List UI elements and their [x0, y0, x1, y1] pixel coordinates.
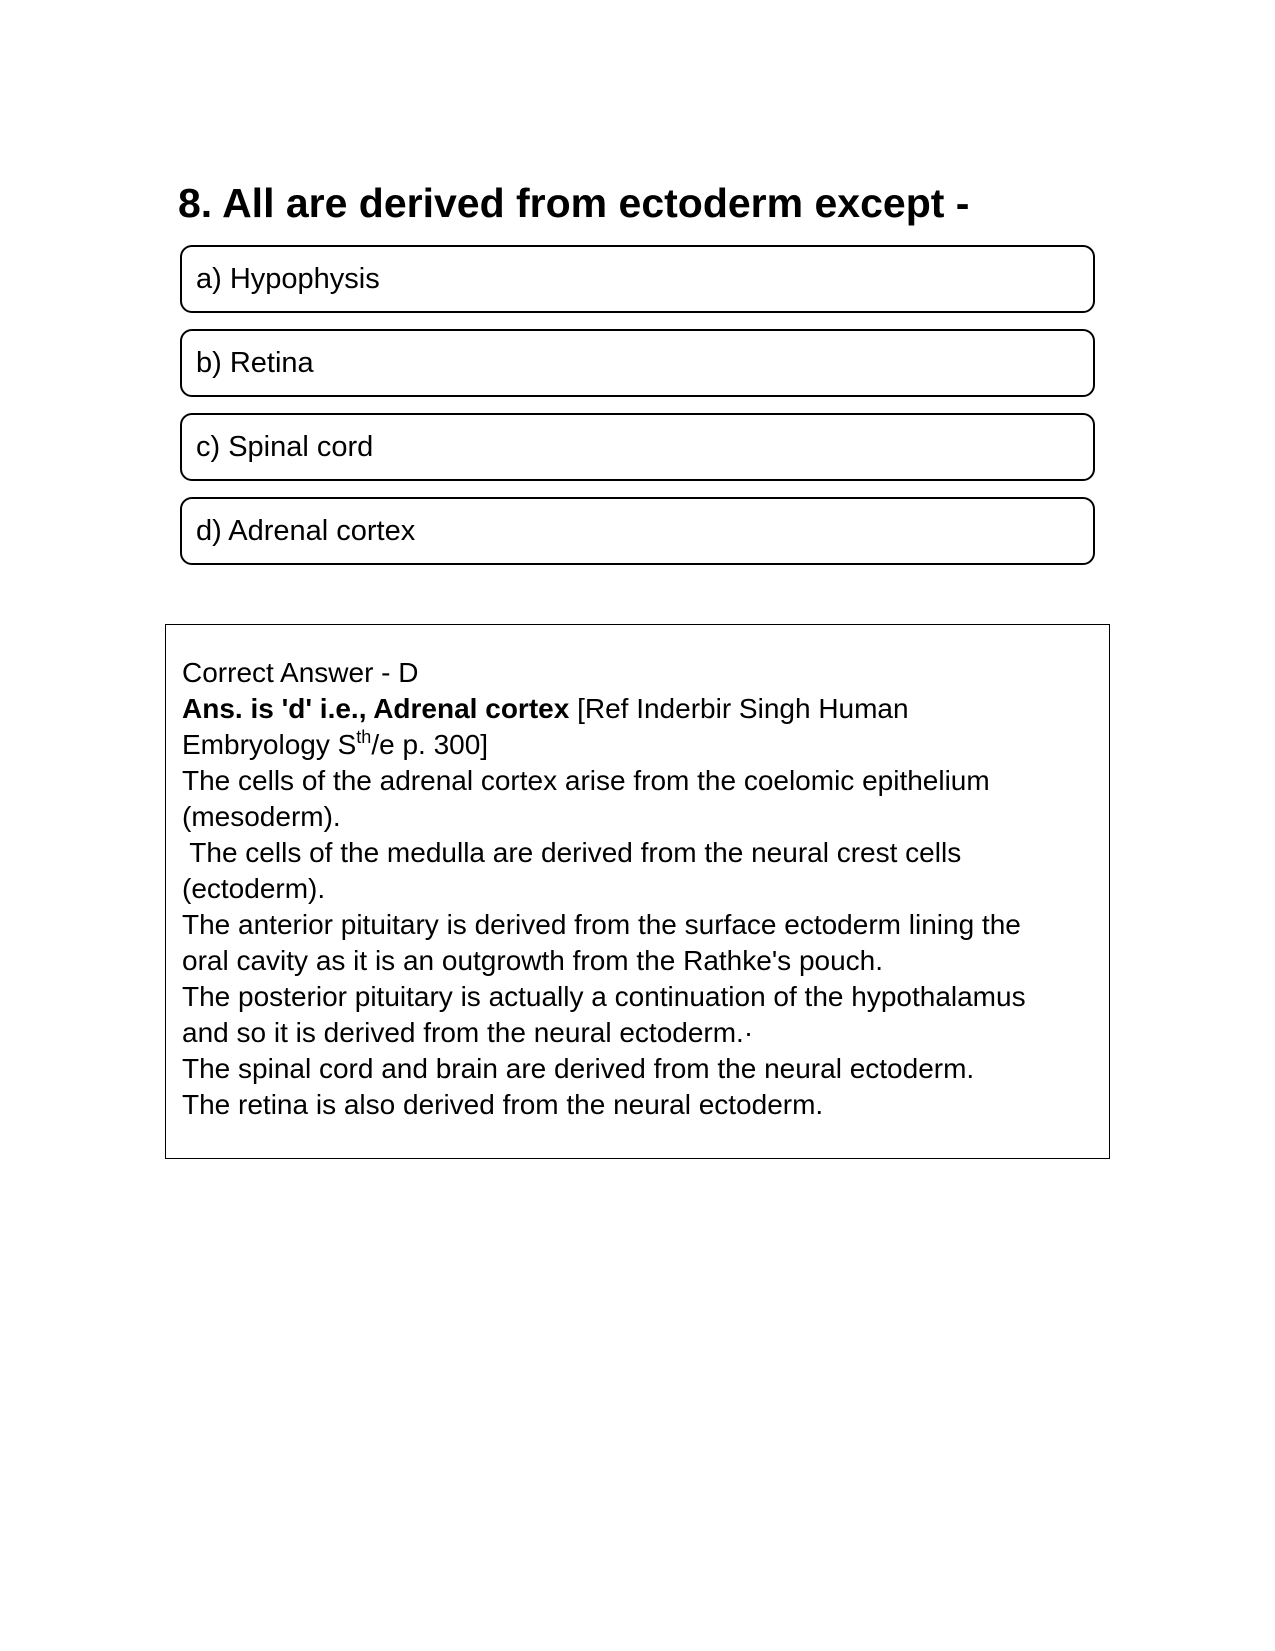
explanation-line: (ectoderm). [182, 873, 326, 904]
explanation-line: The spinal cord and brain are derived from the neural ectoderm. [182, 1053, 975, 1084]
option-c[interactable]: c) Spinal cord [180, 413, 1095, 481]
answer-explanation-box [165, 624, 1110, 1159]
answer-reference-line-2 [182, 727, 1093, 763]
explanation-line: and so it is derived from the neural ectoderm.· [182, 1017, 754, 1048]
correct-answer-text: Correct Answer - D [182, 657, 419, 688]
answer-bold-text: Ans. is 'd' i.e., Adrenal cortex [182, 693, 570, 724]
reference-text-2: Embryology S [182, 729, 357, 760]
option-d[interactable]: d) Adrenal cortex [180, 497, 1095, 565]
explanation-line: (mesoderm). [182, 801, 341, 832]
reference-text-1: [Ref Inderbir Singh Human [569, 693, 909, 724]
reference-superscript: th [356, 727, 372, 747]
explanation-line: The cells of the medulla are derived from the neural crest cells [182, 837, 962, 868]
explanation-line: oral cavity as it is an outgrowth from the Rathke's pouch. [182, 945, 884, 976]
explanation-line: The retina is also derived from the neural ectoderm. [182, 1089, 824, 1120]
explanation-line: The anterior pituitary is derived from the surface ectoderm lining the [182, 909, 1021, 940]
question-title: 8. All are derived from ectoderm except - [178, 180, 970, 226]
option-a[interactable]: a) Hypophysis [180, 245, 1095, 313]
reference-text-3: /e p. 300] [371, 729, 489, 760]
explanation-line: The posterior pituitary is actually a continuation of the hypothalamus [182, 981, 1026, 1012]
option-b[interactable]: b) Retina [180, 329, 1095, 397]
explanation-line: The cells of the adrenal cortex arise from the coelomic epithelium [182, 765, 990, 796]
answer-reference-line-1 [182, 691, 1093, 727]
